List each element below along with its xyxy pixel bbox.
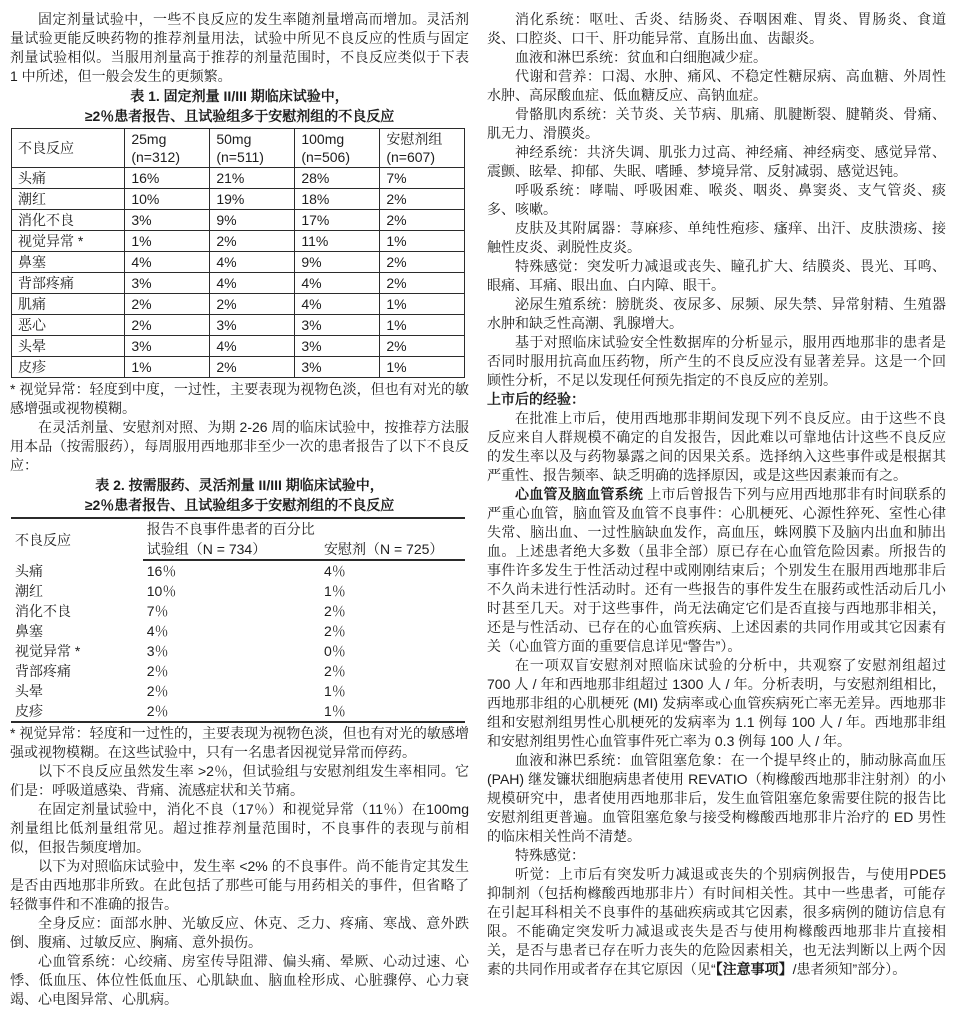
table-cell: 1% bbox=[380, 294, 465, 315]
table-cell: 2% bbox=[210, 294, 295, 315]
cardio-cerebrovascular-paragraph bbox=[487, 485, 946, 656]
table-cell: 3% bbox=[295, 357, 380, 378]
musculoskeletal-paragraph: 骨骼肌肉系统：关节炎、关节病、肌痛、肌腱断裂、腱鞘炎、骨痛、肌无力、滑膜炎。 bbox=[487, 106, 946, 141]
table-cell: 恶心 bbox=[12, 315, 125, 336]
table-cell: 11% bbox=[295, 231, 380, 252]
table-cell: 4％ bbox=[146, 623, 169, 639]
table2-footnote: * 视觉异常：轻度和一过性的，主要表现为视物色淡，但也有对光的敏感增强或视物模糊。在这些试验中，只有一名患者因视觉异常而停药。 bbox=[10, 725, 469, 760]
antihypertensive-analysis-paragraph: 基于对照临床试验安全性数据库的分析显示，服用西地那非的患者是否同时服用抗高血压药物，所产生的不良反应没有显著差异。这是一个回顾性分析，不足以发现任何预先指定的不良反应的差别。 bbox=[487, 334, 946, 388]
table-cell: 3% bbox=[210, 315, 295, 336]
table-cell: 3% bbox=[295, 336, 380, 357]
table-cell: 消化不良 bbox=[12, 210, 125, 231]
table-row bbox=[11, 581, 465, 601]
table2-title-line2: ≥2％患者报告、且试验组多于安慰剂组的不良反应 bbox=[84, 497, 395, 513]
table2-title-line1: 表 2. 按需服药、灵活剂量 II/III 期临床试验中， bbox=[95, 477, 384, 493]
table-cell: 3% bbox=[295, 315, 380, 336]
table-row bbox=[12, 252, 465, 273]
right-column bbox=[487, 10, 946, 1009]
table-cell: 鼻塞 bbox=[15, 623, 43, 639]
table-cell: 7% bbox=[380, 168, 465, 189]
table-cell: 10% bbox=[125, 189, 210, 210]
table-cell: 鼻塞 bbox=[12, 252, 125, 273]
table-row bbox=[11, 681, 465, 701]
table2-header-adverse: 不良反应 bbox=[15, 531, 71, 548]
urogenital-paragraph: 泌尿生殖系统：膀胱炎、夜尿多、尿频、尿失禁、异常射精、生殖器水肿和缺乏性高潮、乳腺增大。 bbox=[487, 296, 946, 331]
table-cell: 4％ bbox=[323, 563, 346, 579]
table-cell: 7％ bbox=[146, 603, 169, 619]
table-cell: 10％ bbox=[146, 583, 177, 599]
table-cell: 4% bbox=[295, 294, 380, 315]
table-cell: 2％ bbox=[323, 603, 346, 619]
respiratory-system-paragraph: 呼吸系统：哮喘、呼吸困难、喉炎、咽炎、鼻窦炎、支气管炎、痰多、咳嗽。 bbox=[487, 182, 946, 217]
table-cell: 1% bbox=[125, 231, 210, 252]
table-cell: 2% bbox=[380, 189, 465, 210]
same-rate-paragraph: 以下不良反应虽然发生率 >2％，但试验组与安慰剂组发生率相同。它们是：呼吸道感染、背痛、流感症状和关节痛。 bbox=[10, 763, 469, 798]
table-cell: 背部疼痛 bbox=[12, 273, 125, 294]
hearing-text-pre: 听觉：上市后有突发听力减退或丧失的个别病例报告，与使用PDE5 抑制剂（包括枸橼酸西地那非片）有时间相关性。其中一些患者，可能存在引起耳科相关不良事件的基础疾病或其它因素，很多病例的随访信息有限。不能确定突发听力减退或丧失是否与使用枸橼酸西地那非片直接相关，是否与患者已存在听力丧失的危险因素相关，也无法判断以上两个因素的共同作用或者存在其它原因（见“ bbox=[487, 866, 946, 977]
table-cell: 9% bbox=[210, 210, 295, 231]
flexible-dose-paragraph: 在灵活剂量、安慰剂对照、为期 2-26 周的临床试验中，按推荐方法服用本品（按需服药），每周服用西地那非至少一次的患者报告了以下不良反应： bbox=[10, 419, 469, 473]
table-row bbox=[11, 701, 465, 722]
cardio-cerebrovascular-text: 上市后曾报告下列与应用西地那非有时间联系的严重心血管，脑血管及血管不良事件：心肌梗死、心源性猝死、室性心律失常、脑出血、一过性脑缺血发作，高血压，蛛网膜下及脑内出血和肺出血。上述患者绝大多数（虽非全部）原已存在心血管危险因素。所报告的事件许多发生于性活动过程中或刚刚结束后；个别发生在服用西地那非后不久尚未进行性活动时。还有一些报告的事件发生在服药或性活动后几小时甚至几天。对于这些事件，尚无法确定它们是否直接与西地那非相关，还是与性活动、已存在的心血管疾病、上述因素的共同作用或其它因素有关（心血管方面的重要信息详见“警告”）。 bbox=[487, 486, 947, 654]
table-cell: 1% bbox=[380, 357, 465, 378]
table-row bbox=[12, 189, 465, 210]
left-column bbox=[10, 10, 469, 1009]
cardio-cerebrovascular-lead: 心血管及脑血管系统 bbox=[515, 486, 644, 502]
table1-footnote: * 视觉异常：轻度到中度，一过性，主要表现为视物色淡，但也有对光的敏感增强或视物模糊。 bbox=[10, 381, 469, 416]
table-cell: 2% bbox=[380, 273, 465, 294]
hearing-paragraph bbox=[487, 865, 946, 979]
table-cell: 潮红 bbox=[12, 189, 125, 210]
table-cell: 头晕 bbox=[12, 336, 125, 357]
table-cell: 9% bbox=[295, 252, 380, 273]
table-cell: 2％ bbox=[323, 623, 346, 639]
table-cell: 2% bbox=[380, 336, 465, 357]
table-row bbox=[11, 641, 465, 661]
table-cell: 头痛 bbox=[15, 562, 43, 579]
metabolic-nutrition-paragraph: 代谢和营养：口渴、水肿、痛风、不稳定性糖尿病、高血糖、外周性水肿、高尿酸血症、低血糖反应、高钠血症。 bbox=[487, 68, 946, 103]
table-cell: 17% bbox=[295, 210, 380, 231]
table-cell: 4% bbox=[295, 273, 380, 294]
table-cell: 3% bbox=[125, 273, 210, 294]
table-cell: 4% bbox=[210, 336, 295, 357]
table-cell: 2% bbox=[125, 315, 210, 336]
table-cell: 2% bbox=[380, 252, 465, 273]
table-cell: 1% bbox=[125, 357, 210, 378]
table1-header-row bbox=[12, 129, 465, 168]
table1-header-50mg: 50mg (n=511) bbox=[210, 129, 295, 168]
cardiovascular-system-paragraph: 心血管系统：心绞痛、房室传导阻滞、偏头痛、晕厥、心动过速、心悸、低血压、体位性低血压、心肌缺血、脑血栓形成、心脏骤停、心力衰竭、心电图异常、心肌病。 bbox=[10, 953, 469, 1007]
table-cell: 2％ bbox=[146, 683, 169, 699]
intro-paragraph: 固定剂量试验中，一些不良反应的发生率随剂量增高而增加。灵活剂量试验更能反映药物的推荐剂量用法，试验中所见不良反应的性质与固定剂量试验相似。当服用剂量高于推荐的剂量范围时，不良反应类似于下表 1 中所述，但一般会发生的更频繁。 bbox=[10, 11, 469, 84]
table-cell: 16% bbox=[125, 168, 210, 189]
table-cell: 0％ bbox=[323, 643, 346, 659]
table-cell: 1％ bbox=[323, 703, 346, 719]
table-cell: 28% bbox=[295, 168, 380, 189]
table-cell: 2% bbox=[125, 294, 210, 315]
table-cell: 16％ bbox=[146, 563, 177, 579]
table-cell: 皮疹 bbox=[15, 703, 43, 719]
table2-header-trial: 试验组（N = 734） bbox=[143, 539, 320, 560]
table-cell: 视觉异常 * bbox=[12, 231, 125, 252]
table-row bbox=[11, 621, 465, 641]
hearing-text-post: /患者须知”部分）。 bbox=[792, 961, 907, 977]
table-cell: 肌痛 bbox=[12, 294, 125, 315]
postmarket-experience-heading: 上市后的经验： bbox=[487, 391, 585, 407]
blood-lymphatic-paragraph: 血液和淋巴系统：贫血和白细胞减少症。 bbox=[515, 49, 767, 65]
table2-as-needed bbox=[11, 517, 465, 723]
table-cell: 4% bbox=[210, 273, 295, 294]
digestive-system-paragraph: 消化系统：呕吐、舌炎、结肠炎、吞咽困难、胃炎、胃肠炎、食道炎、口腔炎、口干、肝功能异常、直肠出血、齿龈炎。 bbox=[487, 11, 946, 46]
table1-fixed-dose bbox=[11, 128, 465, 378]
special-senses-paragraph: 特殊感觉：突发听力减退或丧失、瞳孔扩大、结膜炎、畏光、耳鸣、眼痛、耳痛、眼出血、白内障、眼干。 bbox=[487, 258, 946, 293]
table-row bbox=[12, 336, 465, 357]
vasoocclusive-crisis-paragraph: 血液和淋巴系统：血管阻塞危象：在一个提早终止的，肺动脉高血压 (PAH) 继发镰状细胞病患者使用 REVATIO（枸橼酸西地那非注射剂）的小规模研究中，患者使用西地那非后，发生血管阻塞危象需要住院的报告比安慰剂组更普遍。血管阻塞危象与接受枸橼酸西地那非片治疗的 ED 男性的临床相关性尚不清楚。 bbox=[487, 752, 946, 844]
table-cell: 18% bbox=[295, 189, 380, 210]
table-row bbox=[11, 560, 465, 581]
table-cell: 4% bbox=[125, 252, 210, 273]
table-cell: 背部疼痛 bbox=[15, 663, 71, 679]
table-row bbox=[12, 231, 465, 252]
table-cell: 头晕 bbox=[15, 683, 43, 699]
table2-header-row1 bbox=[11, 518, 465, 539]
table-cell: 消化不良 bbox=[15, 603, 71, 619]
table-cell: 1％ bbox=[323, 583, 346, 599]
table-cell: 视觉异常 * bbox=[15, 643, 81, 659]
doubleblind-analysis-paragraph: 在一项双盲安慰剂对照临床试验的分析中，共观察了安慰剂组超过 700 人 / 年和西地那非组超过 1300 人 / 年。分析表明，与安慰剂组相比，西地那非组的心肌梗死 (MI) 发病率或心血管疾病死亡率无差异。西地那非组和安慰剂组男性心肌梗死的发病率为 1.1 例每 100 人 / 年。西地那非组和安慰剂组男性心血管事件死亡率为 0.3 例每 100 人 / 年。 bbox=[487, 657, 946, 749]
table-cell: 2% bbox=[210, 357, 295, 378]
systemic-reactions-paragraph: 全身反应：面部水肿、光敏反应、休克、乏力、疼痛、寒战、意外跌倒、腹痛、过敏反应、胸痛、意外损伤。 bbox=[10, 915, 469, 950]
table-row bbox=[12, 168, 465, 189]
table1-header-25mg: 25mg (n=312) bbox=[125, 129, 210, 168]
table-cell: 2％ bbox=[146, 663, 169, 679]
table1-title-line1: 表 1. 固定剂量 II/III 期临床试验中， bbox=[130, 88, 349, 104]
table-cell: 3％ bbox=[146, 643, 169, 659]
table1-header-adverse: 不良反应 bbox=[12, 129, 125, 168]
table-cell: 2％ bbox=[323, 663, 346, 679]
table-row bbox=[12, 315, 465, 336]
table-cell: 19% bbox=[210, 189, 295, 210]
table-cell: 2% bbox=[380, 210, 465, 231]
special-senses-heading: 特殊感觉： bbox=[515, 847, 585, 863]
table-cell: 2% bbox=[210, 231, 295, 252]
table2-header-percent: 报告不良事件患者的百分比 bbox=[146, 521, 315, 537]
table-row bbox=[11, 601, 465, 621]
table-row bbox=[12, 357, 465, 378]
postmarket-paragraph: 在批准上市后，使用西地那非期间发现下列不良反应。由于这些不良反应来自人群规模不确定的自发报告，因此难以可靠地估计这些不良反应的发生率以及与药物暴露之间的因果关系。选择纳入这些事件或是根据其严重性、报告频率、缺乏明确的选择原因，或是这些因素兼而有之。 bbox=[487, 410, 946, 483]
table-cell: 2％ bbox=[146, 703, 169, 719]
skin-appendages-paragraph: 皮肤及其附属器：荨麻疹、单纯性疱疹、瘙痒、出汗、皮肤溃疡、接触性皮炎、剥脱性皮炎。 bbox=[487, 220, 946, 255]
table-row bbox=[12, 273, 465, 294]
table-cell: 头痛 bbox=[12, 168, 125, 189]
table2-header-placebo: 安慰剂（N = 725） bbox=[320, 539, 465, 560]
nervous-system-paragraph: 神经系统：共济失调、肌张力过高、神经痛、神经病变、感觉异常、震颤、眩晕、抑郁、失眠、嗜睡、梦境异常、反射减弱、感觉迟钝。 bbox=[487, 144, 946, 179]
table-cell: 皮疹 bbox=[12, 357, 125, 378]
table-cell: 1% bbox=[380, 315, 465, 336]
hearing-precautions-bold: 【注意事项】 bbox=[715, 961, 793, 977]
table1-header-100mg: 100mg (n=506) bbox=[295, 129, 380, 168]
table-cell: 1% bbox=[380, 231, 465, 252]
table-row bbox=[12, 294, 465, 315]
table-cell: 1％ bbox=[323, 683, 346, 699]
table-cell: 3% bbox=[125, 336, 210, 357]
table-row bbox=[12, 210, 465, 231]
fixed-dose-comparison-paragraph: 在固定剂量试验中，消化不良（17％）和视觉异常（11％）在100mg 剂量组比低剂量组常见。超过推荐剂量范围时，不良事件的表现与前相似，但报告频度增加。 bbox=[10, 801, 469, 855]
table-row bbox=[11, 661, 465, 681]
table-cell: 3% bbox=[125, 210, 210, 231]
table-cell: 潮红 bbox=[15, 583, 43, 599]
table1-title-line2: ≥2％患者报告、且试验组多于安慰剂组的不良反应 bbox=[84, 108, 395, 124]
table-cell: 21% bbox=[210, 168, 295, 189]
table-cell: 4% bbox=[210, 252, 295, 273]
less-than-2pct-paragraph: 以下为对照临床试验中，发生率 <2% 的不良事件。尚不能肯定其发生是否由西地那非所致。在此包括了那些可能与用药相关的事件，但省略了轻微事件和不准确的报告。 bbox=[10, 858, 469, 912]
table1-header-placebo: 安慰剂组 (n=607) bbox=[380, 129, 465, 168]
